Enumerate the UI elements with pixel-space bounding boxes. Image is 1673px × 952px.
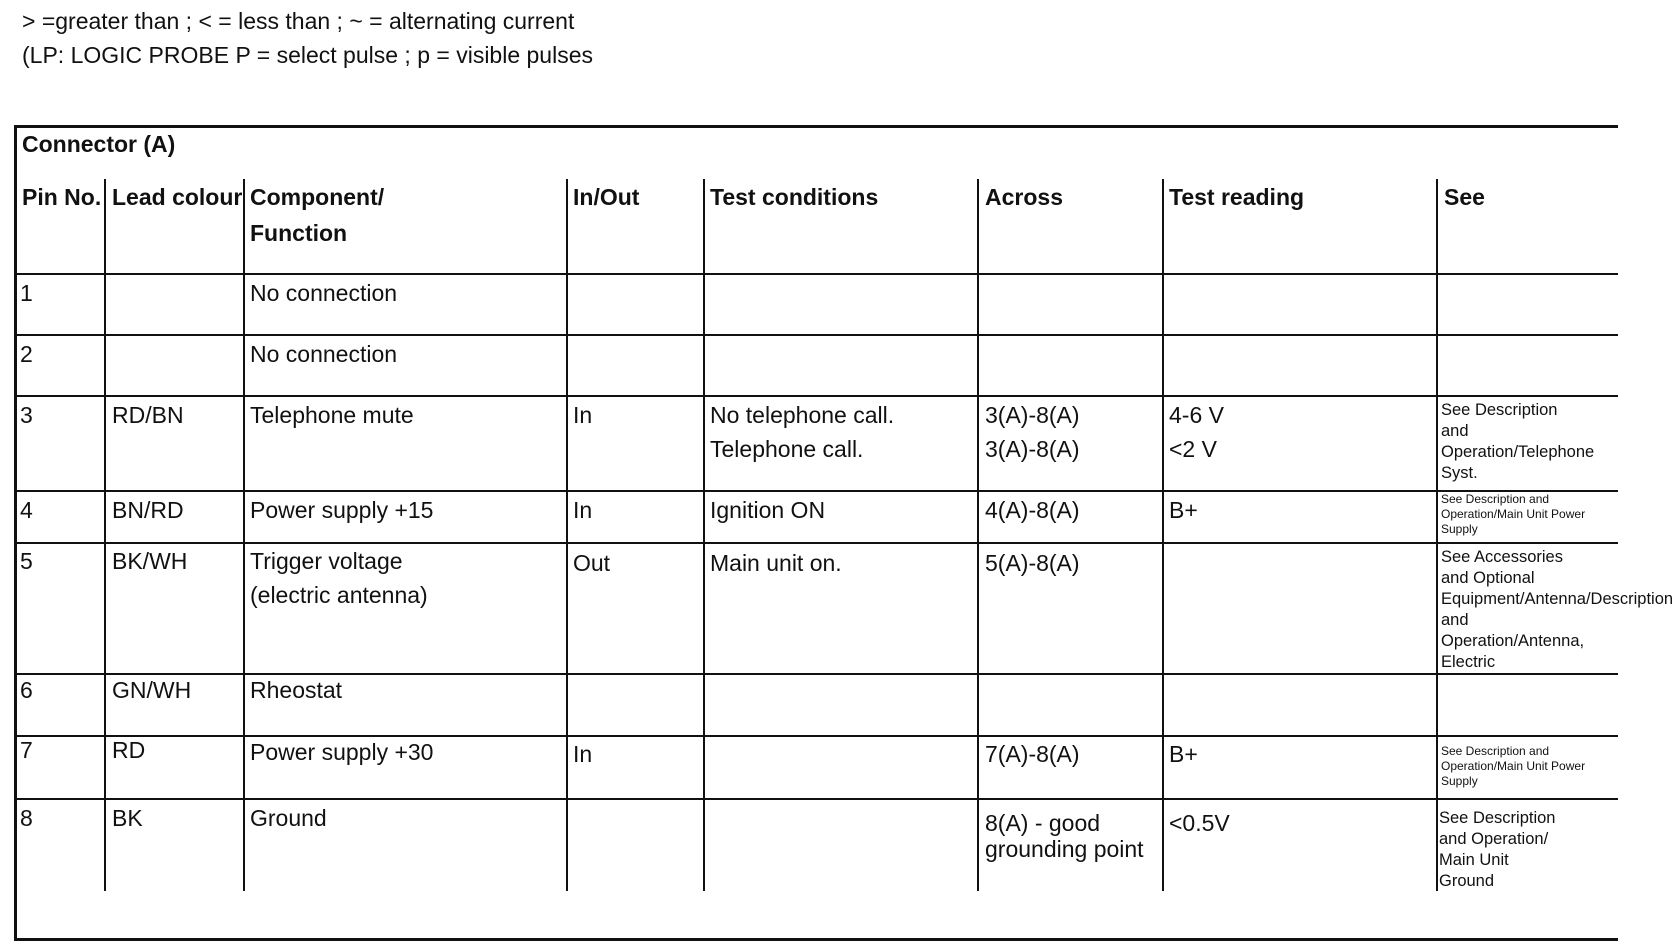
- row5-condition: Main unit on.: [710, 550, 842, 576]
- col-divider: [1436, 179, 1438, 891]
- row5-see: See Accessories and Optional Equipment/Antenna/Description and Operation/Antenna, Electric: [1441, 548, 1673, 671]
- row8-across-2: grounding point: [985, 836, 1144, 862]
- table-border-left: [14, 125, 17, 941]
- row6-component: Rheostat: [250, 677, 343, 703]
- col-divider: [1162, 179, 1164, 891]
- legend: [22, 4, 593, 72]
- row7-see: See Description and Operation/Main Unit Power Supply: [1441, 744, 1586, 788]
- col-divider: [566, 179, 568, 891]
- row8-see: See Description and Operation/ Main Unit Ground: [1439, 809, 1556, 890]
- header-test-reading: Test reading: [1169, 184, 1305, 210]
- row4-inout: In: [573, 497, 593, 523]
- table-border-bottom: [14, 938, 1618, 941]
- row5-component-2: (electric antenna): [250, 582, 428, 608]
- row3-condition-2: Telephone call.: [710, 436, 864, 462]
- header-pin: Pin No.: [22, 184, 102, 210]
- row1-component: No connection: [250, 280, 398, 306]
- row8-reading: <0.5V: [1169, 810, 1230, 836]
- row7-pin: 7: [20, 737, 33, 763]
- row6-pin: 6: [20, 677, 33, 703]
- row5-pin: 5: [20, 548, 33, 574]
- row3-condition-1: No telephone call.: [710, 402, 895, 428]
- row3-component: Telephone mute: [250, 402, 414, 428]
- row5-across: 5(A)-8(A): [985, 550, 1080, 576]
- legend-line-1: > =greater than ; < = less than ; ~ = alternating current: [22, 8, 575, 34]
- row5-component: Trigger voltage: [250, 548, 403, 574]
- row5-inout: Out: [573, 550, 611, 576]
- row4-component: Power supply +15: [250, 497, 434, 523]
- col-divider: [977, 179, 979, 891]
- row7-reading: B+: [1169, 741, 1198, 767]
- header-component-line2: Function: [250, 220, 348, 246]
- row4-reading: B+: [1169, 497, 1198, 523]
- col-divider: [243, 179, 245, 891]
- table-caption: Connector (A): [22, 131, 176, 157]
- row7-across: 7(A)-8(A): [985, 741, 1080, 767]
- header-see: See: [1444, 184, 1485, 210]
- row2-component: No connection: [250, 341, 398, 367]
- row3-see: See Description and Operation/Telephone Syst.: [1441, 401, 1595, 482]
- row4-pin: 4: [20, 497, 33, 523]
- row4-across: 4(A)-8(A): [985, 497, 1080, 523]
- row6-lead: GN/WH: [112, 677, 192, 703]
- row2-pin: 2: [20, 341, 33, 367]
- header-lead-colour: Lead colour: [112, 184, 243, 210]
- col-divider: [703, 179, 705, 891]
- row4-lead: BN/RD: [112, 497, 184, 523]
- row3-pin: 3: [20, 402, 33, 428]
- row3-reading-1: 4-6 V: [1169, 402, 1224, 428]
- row5-lead: BK/WH: [112, 548, 188, 574]
- row8-across-1: 8(A) - good: [985, 810, 1101, 836]
- header-component-line1: Component/: [250, 184, 385, 210]
- header-component: [250, 179, 384, 251]
- row8-lead: BK: [112, 805, 143, 831]
- row3-inout: In: [573, 402, 593, 428]
- row3-reading-2: <2 V: [1169, 436, 1217, 462]
- row1-pin: 1: [20, 280, 33, 306]
- row7-component: Power supply +30: [250, 739, 434, 765]
- header-across: Across: [985, 184, 1063, 210]
- row4-condition: Ignition ON: [710, 497, 826, 523]
- header-test-conditions: Test conditions: [710, 184, 879, 210]
- row8-component: Ground: [250, 805, 327, 831]
- row7-inout: In: [573, 741, 593, 767]
- col-divider: [104, 179, 106, 891]
- row8-pin: 8: [20, 805, 33, 831]
- legend-line-2: (LP: LOGIC PROBE P = select pulse ; p = visible pulses: [22, 42, 594, 68]
- row3-across-2: 3(A)-8(A): [985, 436, 1080, 462]
- row4-see: See Description and Operation/Main Unit Power Supply: [1441, 492, 1586, 536]
- header-in-out: In/Out: [573, 184, 640, 210]
- table-border-top: [14, 125, 1618, 128]
- row3-across-1: 3(A)-8(A): [985, 402, 1080, 428]
- connector-table: [14, 125, 1673, 941]
- row3-lead: RD/BN: [112, 402, 184, 428]
- row7-lead: RD: [112, 737, 146, 763]
